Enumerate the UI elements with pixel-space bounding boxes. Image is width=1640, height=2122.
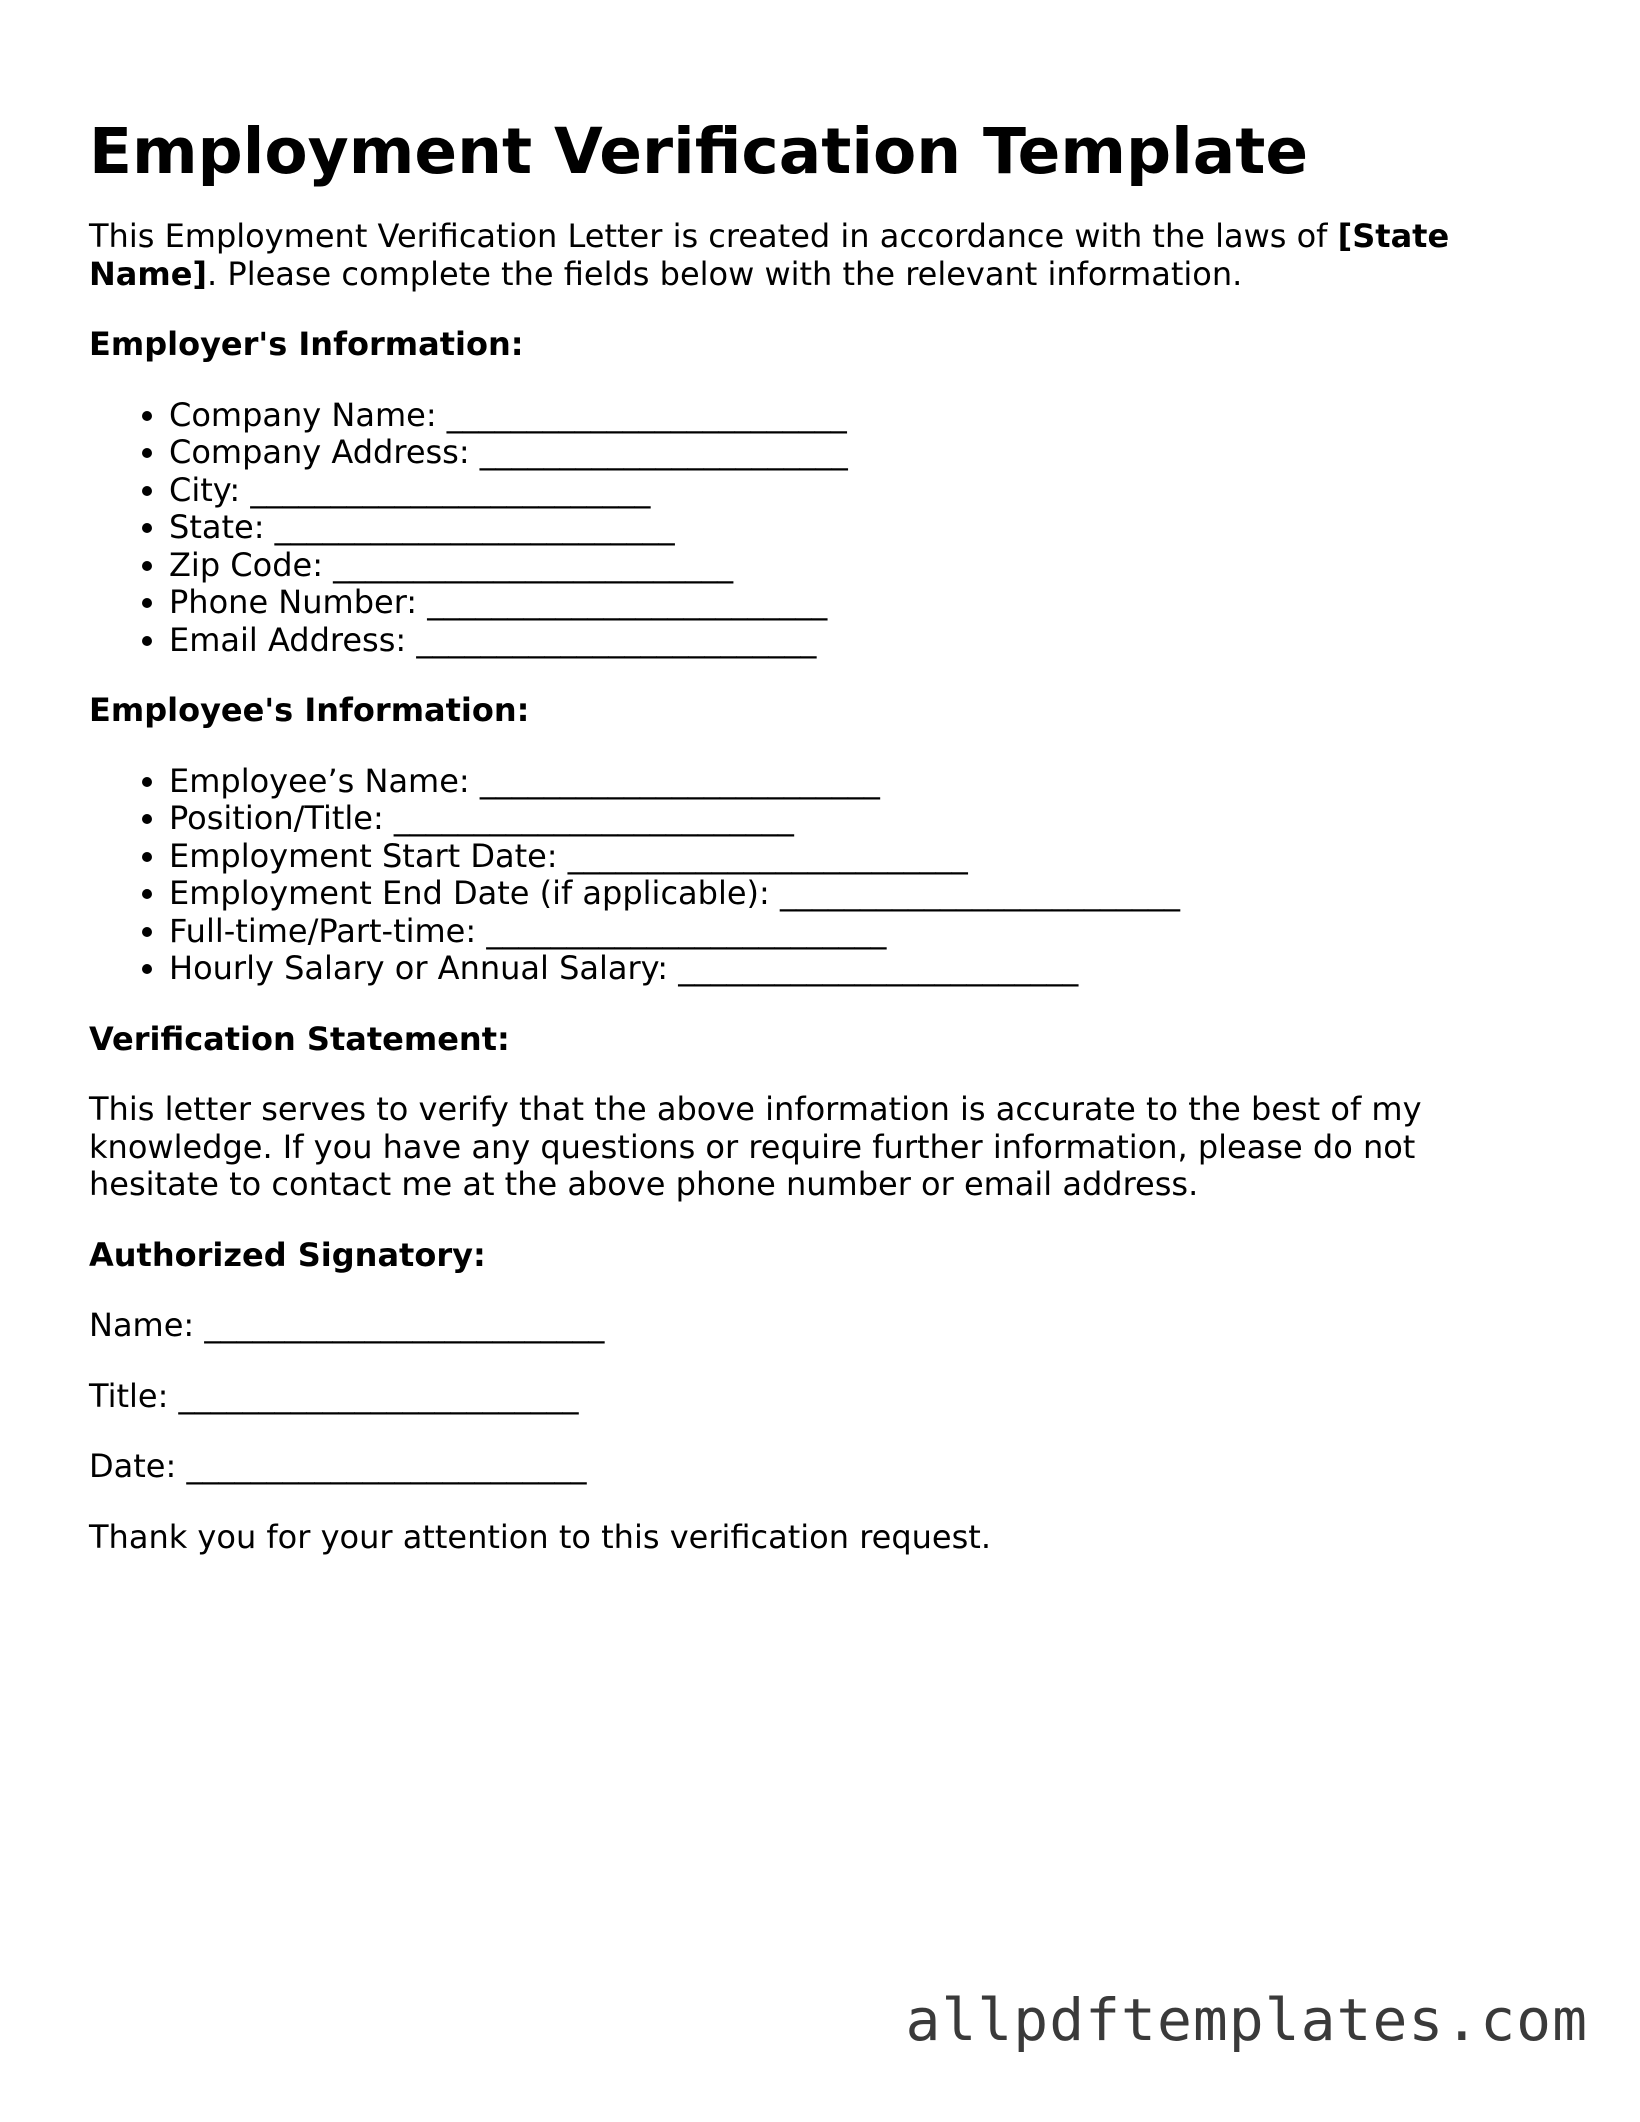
field-label: Position/Title: (169, 799, 384, 837)
verification-heading: Verification Statement: (89, 1019, 510, 1058)
field-position-title (169, 800, 1489, 838)
field-label: Name: (89, 1306, 195, 1344)
field-email-address (169, 622, 1489, 660)
field-blank: _________________________ (678, 949, 1079, 987)
field-blank: _________________________ (393, 799, 794, 837)
field-blank: _________________________ (479, 761, 880, 800)
field-label: Company Name: (169, 395, 437, 434)
signatory-name-line (89, 1307, 1489, 1345)
watermark-text: allpdftemplates.com (905, 1986, 1588, 2054)
signatory-heading: Authorized Signatory: (89, 1235, 486, 1274)
field-company-address (169, 434, 1489, 472)
field-phone-number (169, 584, 1489, 622)
document-page (89, 110, 1489, 1556)
field-employee-name (169, 763, 1489, 801)
field-label: Email Address: (169, 620, 407, 659)
intro-prefix: This Employment Verification Letter is created in accordance with the laws of (89, 217, 1338, 255)
field-start-date (169, 838, 1489, 876)
field-company-name (169, 397, 1489, 435)
field-label: Hourly Salary or Annual Salary: (169, 949, 669, 987)
employer-heading: Employer's Information: (89, 325, 524, 363)
field-label: Full-time/Part-time: (169, 911, 477, 950)
employer-fields-list (89, 397, 1489, 660)
field-blank: _________________________ (446, 395, 847, 434)
field-blank: _________________________ (333, 545, 734, 584)
field-state (169, 509, 1489, 547)
field-employment-type (169, 913, 1489, 951)
field-label: Employee’s Name: (169, 761, 470, 800)
field-label: Date: (89, 1447, 177, 1485)
field-blank: _________________________ (204, 1306, 605, 1344)
signatory-title-line (89, 1378, 1489, 1416)
field-blank: _______________________ (479, 433, 848, 471)
field-label: City: (169, 470, 241, 509)
field-label: Employment Start Date: (169, 836, 558, 875)
field-label: Title: (89, 1376, 169, 1415)
employee-heading: Employee's Information: (89, 691, 530, 729)
page-title: Employment Verification Template (89, 115, 1309, 188)
field-end-date (169, 875, 1489, 913)
field-salary (169, 950, 1489, 988)
field-blank: _________________________ (779, 874, 1180, 912)
verification-text: This letter serves to verify that the above information is accurate to the best of my knowledge. If you have any questions or require further information, please do not hesitate to contact me at the above phone number or email address. (89, 1090, 1422, 1203)
field-blank: _________________________ (274, 508, 675, 546)
field-blank: _________________________ (178, 1376, 579, 1415)
field-blank: _________________________ (186, 1447, 587, 1485)
field-blank: _________________________ (427, 583, 828, 621)
field-label: State: (169, 508, 265, 546)
field-blank: _________________________ (486, 911, 887, 950)
field-city (169, 472, 1489, 510)
state-name-placeholder: [State Name] (89, 217, 1450, 293)
intro-paragraph (89, 218, 1489, 293)
employee-fields-list (89, 763, 1489, 988)
signatory-date-line (89, 1448, 1489, 1486)
field-label: Company Address: (169, 433, 470, 471)
intro-suffix: . Please complete the fields below with the relevant information. (207, 254, 1243, 293)
field-blank: _________________________ (567, 836, 968, 875)
field-label: Phone Number: (169, 583, 418, 621)
field-label: Employment End Date (if applicable): (169, 874, 770, 912)
field-zip-code (169, 547, 1489, 585)
field-label: Zip Code: (169, 545, 323, 584)
field-blank: _________________________ (416, 620, 817, 659)
field-blank: _________________________ (250, 470, 651, 509)
closing-text: Thank you for your attention to this verification request. (89, 1517, 991, 1556)
